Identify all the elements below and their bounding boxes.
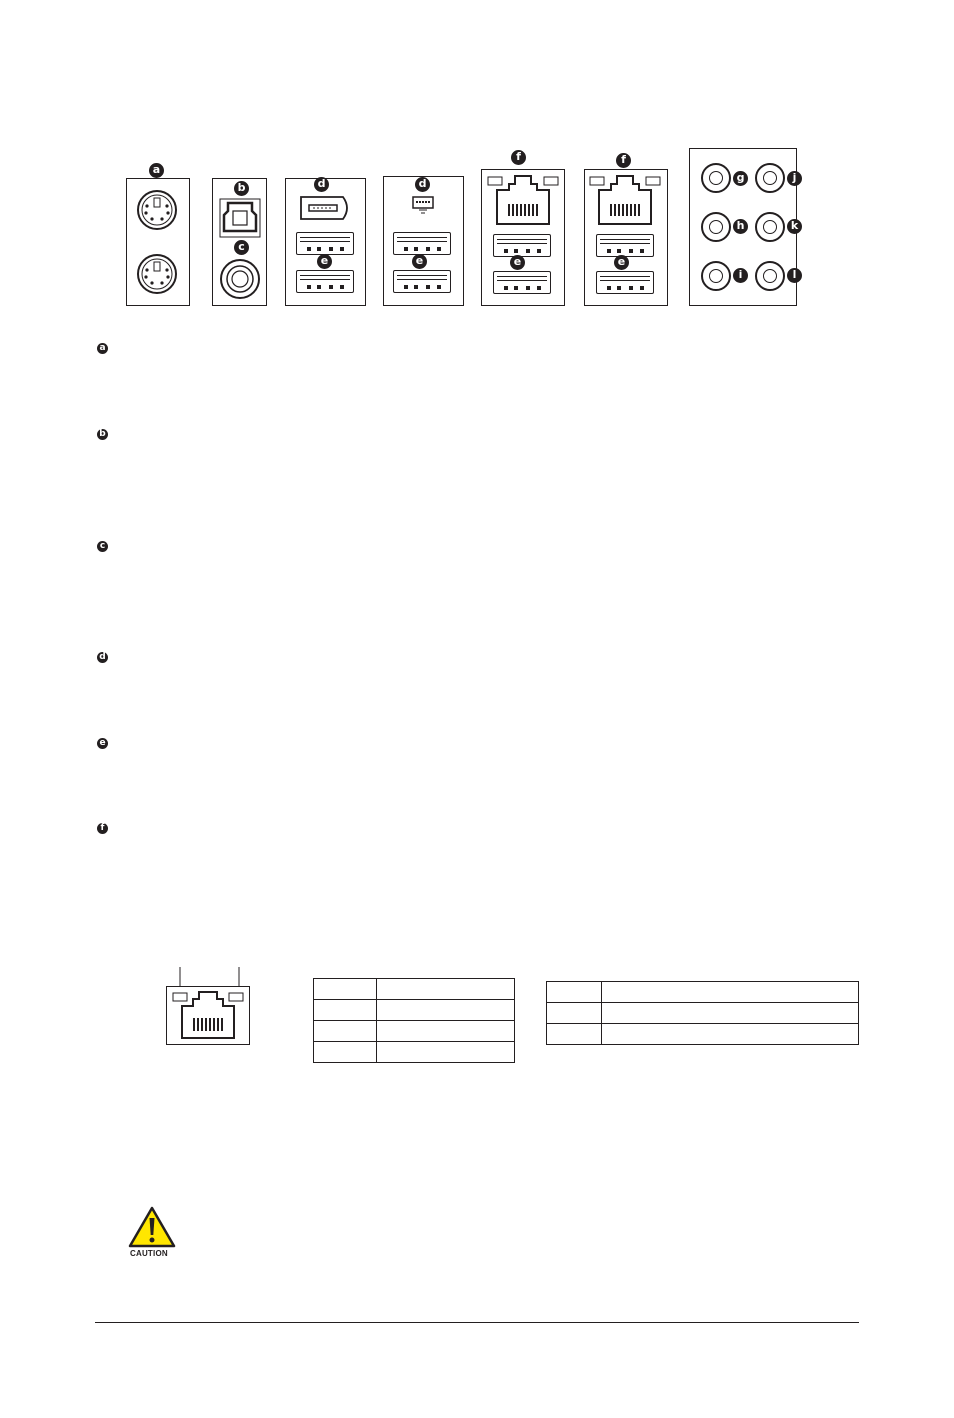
callout-k: k: [787, 219, 802, 234]
connection-speed-led-table: [546, 981, 859, 1045]
usb-port-icon: [493, 234, 551, 257]
callout-f-1: f: [511, 150, 526, 165]
activity-led-table: [313, 978, 515, 1063]
usb-port-icon: [493, 271, 551, 294]
optical-spdif-out-icon: [219, 198, 261, 238]
audio-jack-line-out-icon: [755, 212, 785, 242]
callout-h: h: [733, 219, 748, 234]
callout-j: j: [787, 171, 802, 186]
footer-rule: [95, 1322, 859, 1323]
table-row: [314, 1021, 515, 1042]
rj45-lan-port-icon: [589, 172, 661, 226]
callout-c: c: [234, 240, 249, 255]
section-marker-c: c: [97, 541, 108, 552]
audio-jack-line-in-icon: [755, 163, 785, 193]
section-marker-d: d: [97, 652, 108, 663]
usb-port-icon: [296, 232, 354, 255]
table-row: [547, 1003, 859, 1024]
section-marker-f: f: [97, 823, 108, 834]
lan-port-detail-icon: [166, 986, 250, 1046]
coaxial-spdif-out-icon: [219, 258, 261, 300]
usb-port-icon: [596, 271, 654, 294]
table-row: [314, 1042, 515, 1063]
section-marker-b: b: [97, 429, 108, 440]
callout-d-2: d: [415, 177, 430, 192]
callout-e-3: e: [510, 255, 525, 270]
table-row: [314, 1000, 515, 1021]
usb-port-icon: [393, 232, 451, 255]
caution-label: CAUTION: [130, 1249, 168, 1258]
callout-b: b: [234, 181, 249, 196]
callout-g: g: [733, 171, 748, 186]
callout-f-2: f: [616, 153, 631, 168]
callout-e-4: e: [614, 255, 629, 270]
section-marker-a: a: [97, 343, 108, 354]
ps2-keyboard-port-icon: [135, 188, 179, 232]
audio-jack-mic-in-icon: [755, 261, 785, 291]
callout-i: i: [733, 268, 748, 283]
usb-port-icon: [296, 270, 354, 293]
table-row: [314, 979, 515, 1000]
ieee1394-port-icon: [299, 195, 353, 221]
audio-jack-side-speaker-icon: [701, 261, 731, 291]
caution-warning-icon: [128, 1206, 176, 1248]
callout-e-1: e: [317, 254, 332, 269]
rj45-lan-port-icon: [487, 172, 559, 226]
section-marker-e: e: [97, 738, 108, 749]
table-row: [547, 982, 859, 1003]
audio-jack-rear-speaker-icon: [701, 212, 731, 242]
callout-e-2: e: [412, 254, 427, 269]
callout-l: l: [787, 268, 802, 283]
mini-ieee1394-port-icon: [409, 194, 437, 216]
audio-jack-center-sub-icon: [701, 163, 731, 193]
ps2-mouse-port-icon: [135, 252, 179, 296]
table-row: [547, 1024, 859, 1045]
callout-d-1: d: [314, 177, 329, 192]
usb-port-icon: [393, 270, 451, 293]
callout-a: a: [149, 163, 164, 178]
usb-port-icon: [596, 234, 654, 257]
